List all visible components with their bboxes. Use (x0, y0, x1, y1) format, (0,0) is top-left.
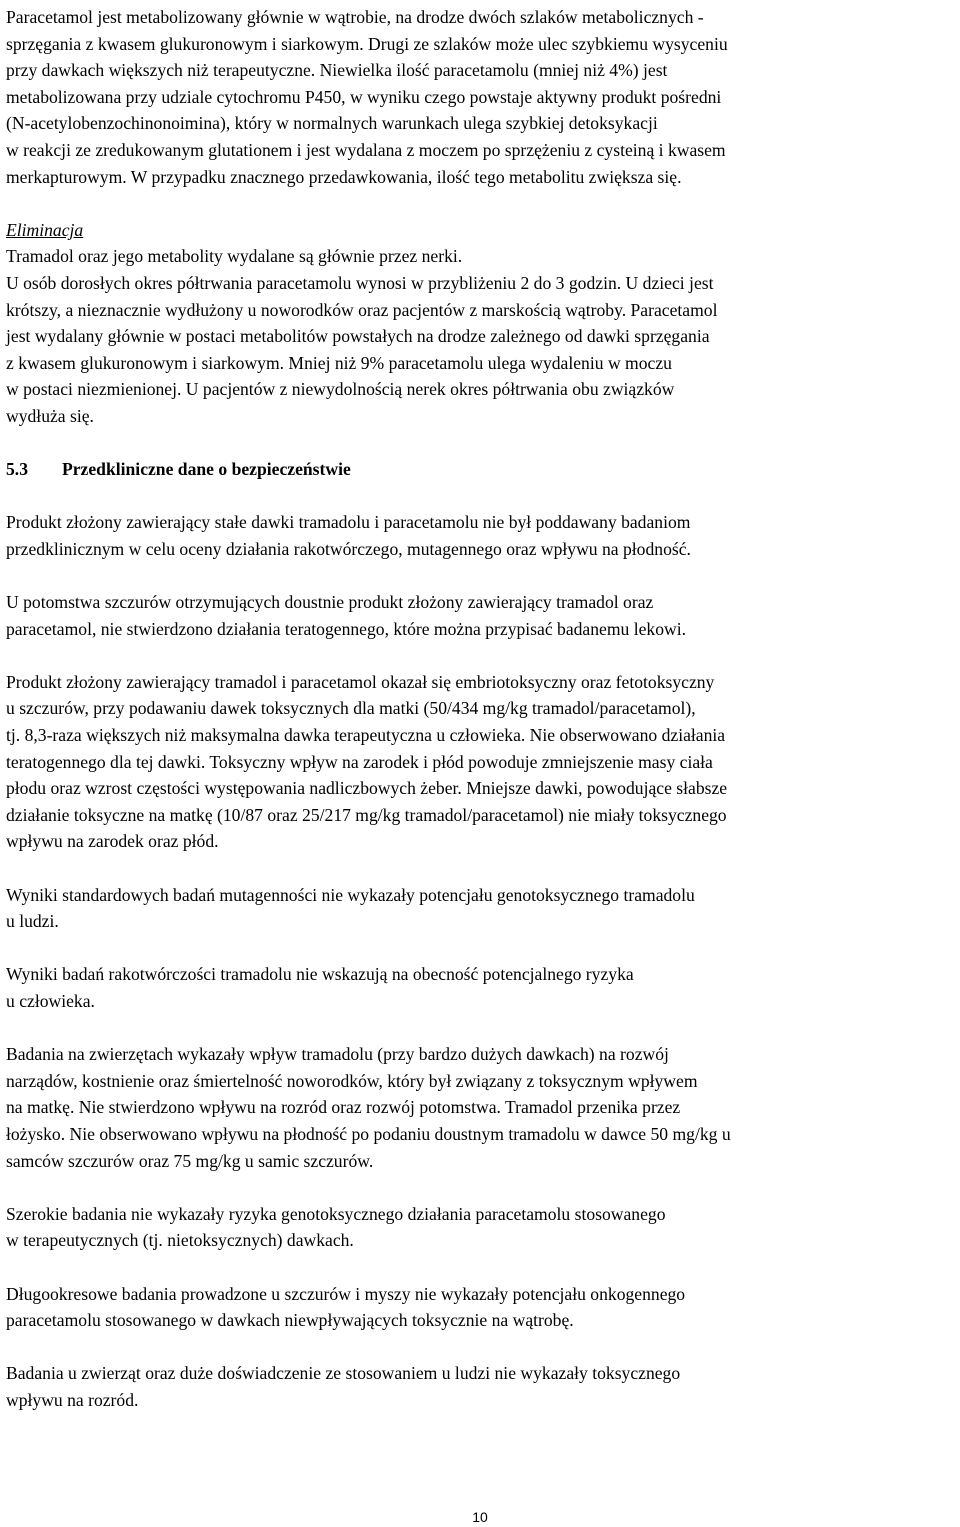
spacer (6, 855, 958, 882)
spacer (6, 430, 958, 457)
elimination-heading: Eliminacja (6, 219, 84, 240)
paragraph-3: Produkt złożony zawierający tramadol i paracetamol okazał się embriotoksyczny oraz fetotoksyczny u szczurów, przy podawaniu dawek toksycznych dla matki (50/434 mg/kg tramadol/paracetamol), tj. 8,3-raza większych niż maksymalna dawka terapeutyczna u człowieka. Nie obserwowano działania teratogennego dla tej dawki. Toksyczny wpływ na zarodek i płód powoduje zmniejszenie masy ciała płodu oraz wzrost częstości występowania nadliczbowych żeber. Mniejsze dawki, powodujące słabsze działanie toksyczne na matkę (10/87 oraz 25/217 mg/kg tramadol/paracetamol) nie miały toksycznego wpływu na zarodek oraz płód. (6, 671, 728, 852)
paragraph-7: Szerokie badania nie wykazały ryzyka genotoksycznego działania paracetamolu stosowanego w terapeutycznych (tj. nietoksycznych) dawkach. (6, 1203, 666, 1251)
paragraph-9: Badania u zwierząt oraz duże doświadczenie ze stosowaniem u ludzi nie wykazały toksycznego wpływu na rozród. (6, 1363, 681, 1410)
spacer (6, 935, 958, 962)
spacer (6, 1015, 958, 1042)
paragraph-2: U potomstwa szczurów otrzymujących doustnie produkt złożony zawierający tramadol oraz paracetamol, nie stwierdzono działania teratogennego, które można przypisać badanemu lekowi. (6, 592, 687, 639)
spacer (6, 562, 958, 589)
spacer (6, 1174, 958, 1201)
spacer (6, 1254, 958, 1281)
paragraph-1: Produkt złożony zawierający stałe dawki tramadolu i paracetamolu nie był poddawany badaniom przedklinicznym w celu oceny działania rakotwórczego, mutagennego oraz wpływu na płodność. (6, 512, 691, 559)
section-title: Przedkliniczne dane o bezpieczeństwie (62, 459, 351, 480)
section-heading (6, 456, 958, 483)
paragraph-5: Wyniki badań rakotwórczości tramadolu nie wskazują na obecność potencjalnego ryzyka u człowieka. (6, 964, 634, 1011)
metabolism-paragraph: Paracetamol jest metabolizowany głównie w wątrobie, na drodze dwóch szlaków metabolicznych - sprzęgania z kwasem glukuronowym i siarkowym. Drugi ze szlaków może ulec szybkiemu wysyceniu przy dawkach większych niż terapeutyczne. Niewielka ilość paracetamolu (mniej niż 4%) jest metabolizowana przy udziale cytochromu P450, w wyniku czego powstaje aktywny produkt pośredni (N-acetylobenzochinonoimina), który w normalnych warunkach ulega szybkiej detoksykacji w reakcji ze zredukowanym glutationem i jest wydalana z moczem po sprzężeniu z cysteiną i kwasem merkapturowym. W przypadku znacznego przedawkowania, ilość tego metabolitu zwiększa się. (6, 7, 728, 187)
elimination-paragraph: Tramadol oraz jego metabolity wydalane są głównie przez nerki. U osób dorosłych okres półtrwania paracetamolu wynosi w przybliżeniu 2 do 3 godzin. U dzieci jest krótszy, a nieznacznie wydłużony u noworodków oraz pacjentów z marskością wątroby. Paracetamol jest wydalany głównie w postaci metabolitów powstałych na drodze zależnego od dawki sprzęgania z kwasem glukuronowym i siarkowym. Mniej niż 9% paracetamolu ulega wydaleniu w moczu w postaci niezmienionej. U pacjentów z niewydolnością nerek okres półtrwania obu związków wydłuża się. (6, 246, 718, 426)
document-page (6, 4, 958, 1413)
spacer (6, 642, 958, 669)
paragraph-8: Długookresowe badania prowadzone u szczurów i myszy nie wykazały potencjału onkogennego paracetamolu stosowanego w dawkach niewpływających toksycznie na wątrobę. (6, 1283, 686, 1331)
page-number: 10 (472, 1509, 488, 1525)
paragraph-4: Wyniki standardowych badań mutagenności nie wykazały potencjału genotoksycznego tramadolu u ludzi. (6, 884, 695, 932)
spacer (6, 1334, 958, 1361)
paragraph-6: Badania na zwierzętach wykazały wpływ tramadolu (przy bardzo dużych dawkach) na rozwój narządów, kostnienie oraz śmiertelność noworodków, który był związany z toksycznym wpływem na matkę. Nie stwierdzono wpływu na rozród oraz rozwój potomstwa. Tramadol przenika przez łożysko. Nie obserwowano wpływu na płodność po podaniu doustnym tramadolu w dawce 50 mg/kg u samców szczurów oraz 75 mg/kg u samic szczurów. (6, 1044, 731, 1171)
spacer (6, 190, 958, 217)
spacer (6, 483, 958, 510)
section-number: 5.3 (6, 459, 28, 480)
